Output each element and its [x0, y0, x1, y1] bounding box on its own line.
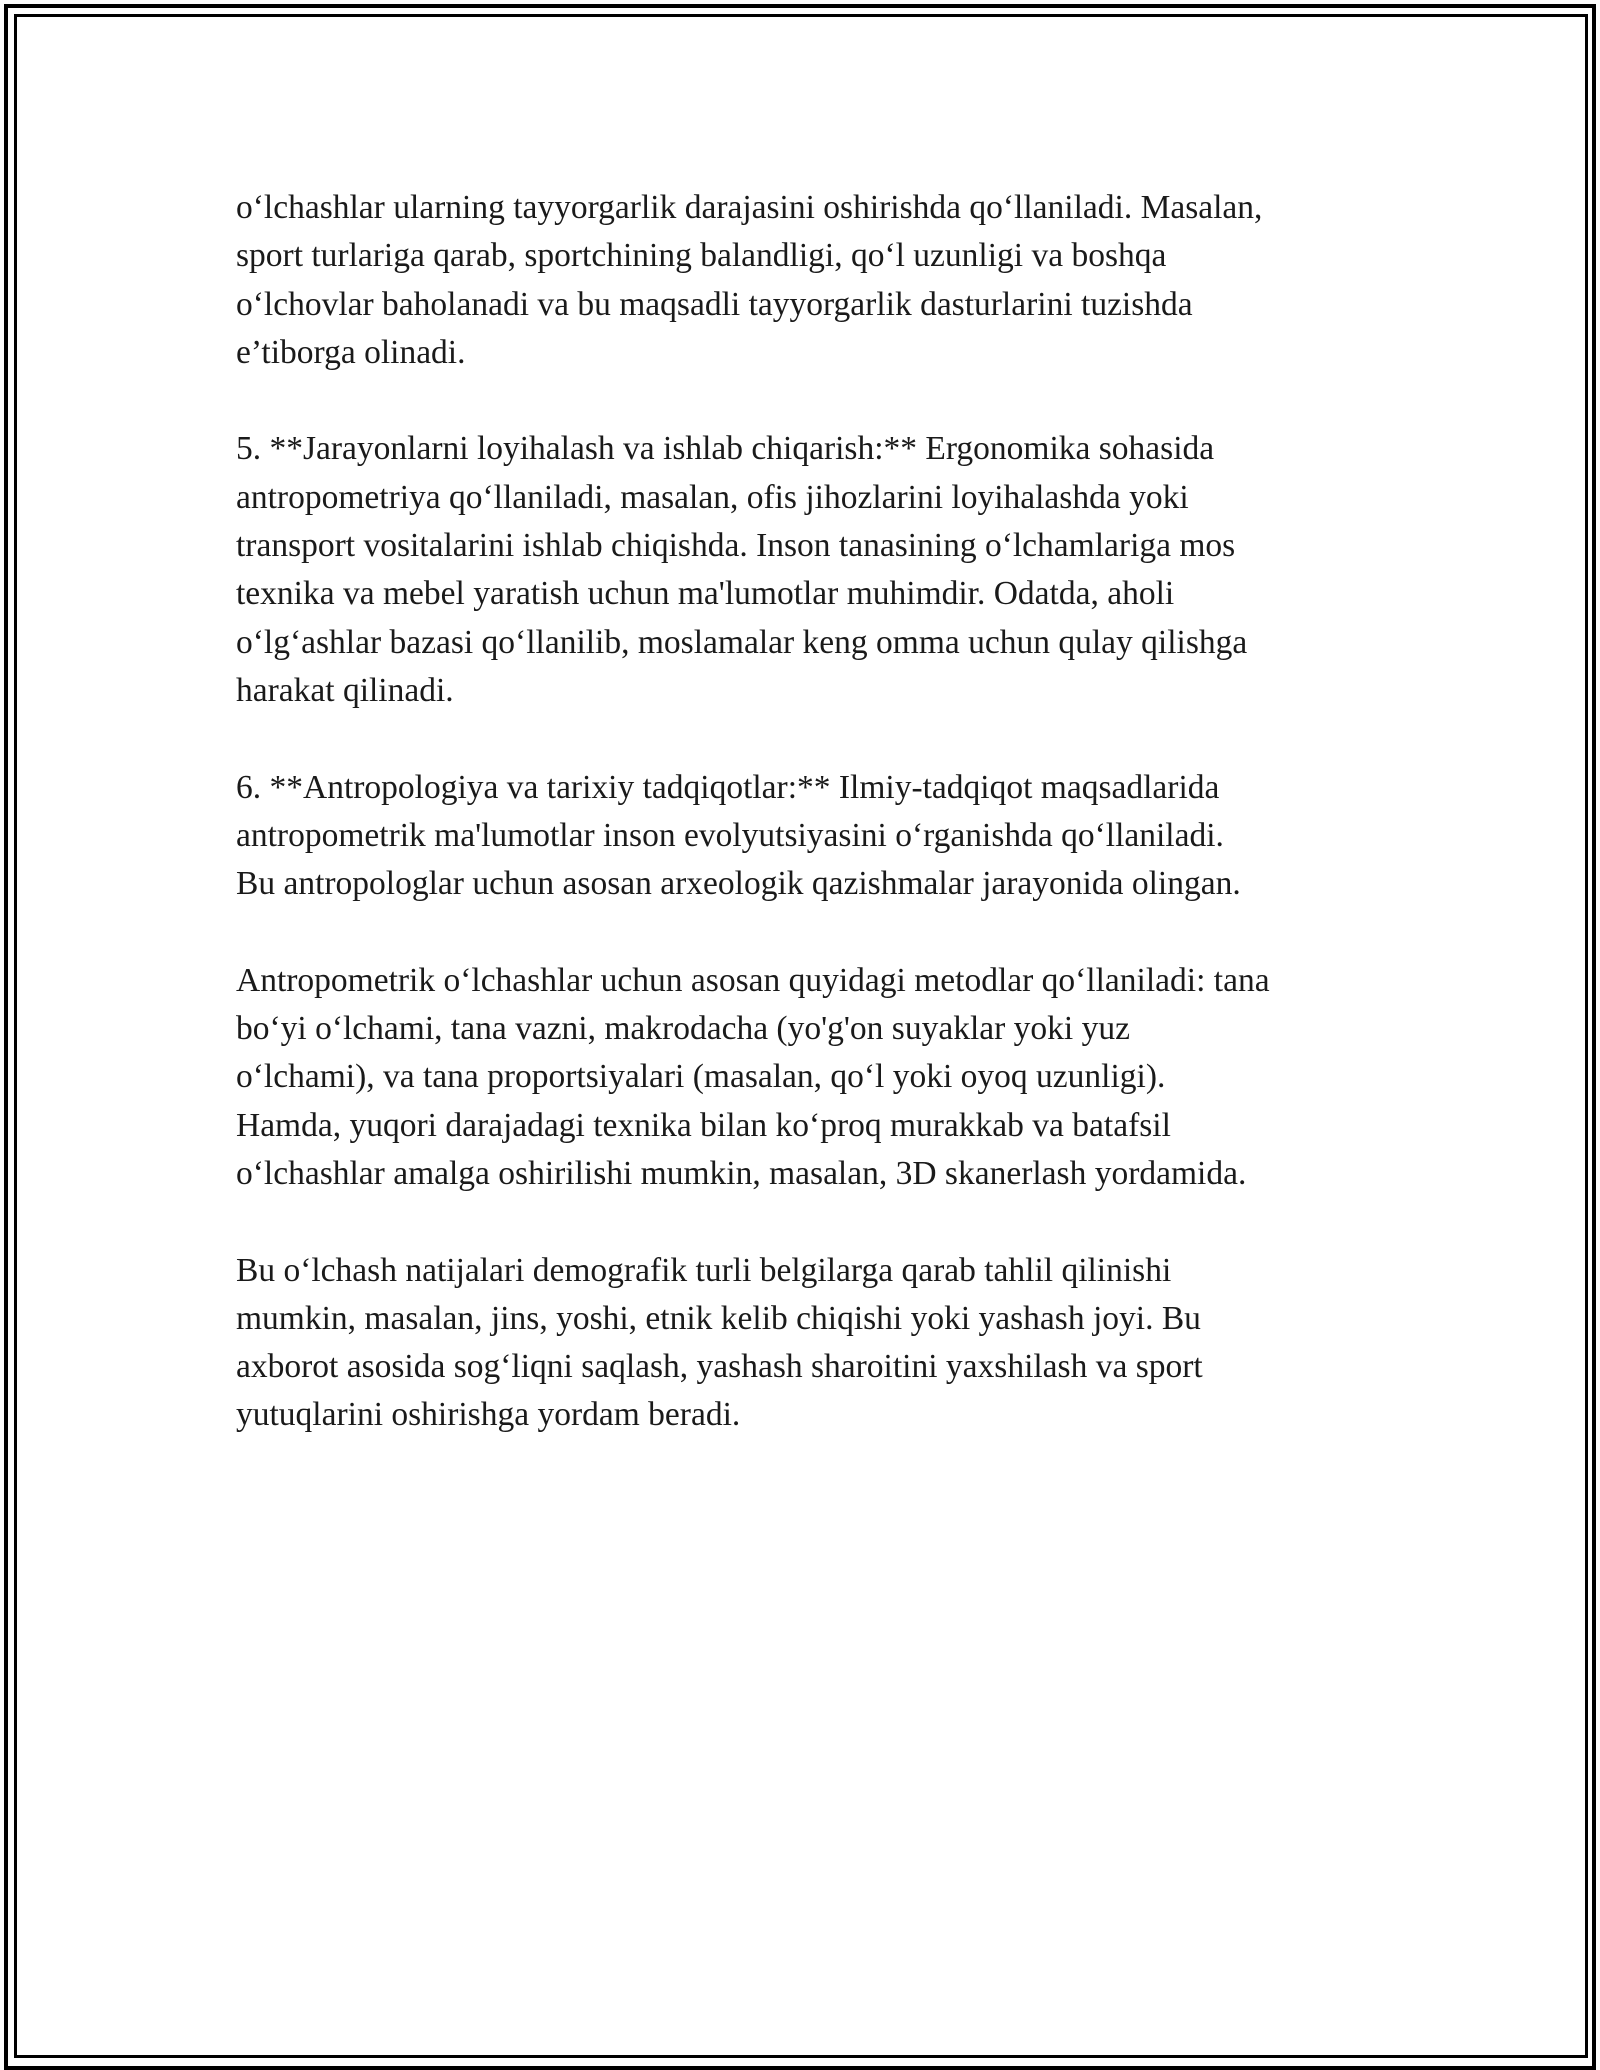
text-line: o‘lg‘ashlar bazasi qo‘llanilib, moslamalar keng omma uchun qulay qilishga [236, 623, 1248, 661]
paragraph-methods [236, 957, 1386, 1198]
text-line: Hamda, yuqori darajadagi texnika bilan ko‘proq murakkab va batafsil [236, 1106, 1171, 1144]
paragraph-sport-measurements [236, 184, 1386, 377]
document-body [236, 184, 1386, 1488]
text-line: antropometrik ma'lumotlar inson evolyutsiyasini o‘rganishda qo‘llaniladi. [236, 816, 1224, 854]
paragraph-results-analysis [236, 1247, 1386, 1440]
text-line: Bu antropologlar uchun asosan arxeologik qazishmalar jarayonida olingan. [236, 865, 1241, 903]
text-line: o‘lchashlar amalga oshirilishi mumkin, masalan, 3D skanerlash yordamida. [236, 1154, 1247, 1192]
text-line: harakat qilinadi. [236, 671, 454, 709]
text-line: antropometriya qo‘llaniladi, masalan, ofis jihozlarini loyihalashda yoki [236, 478, 1189, 516]
text-line: o‘lchashlar ularning tayyorgarlik darajasini oshirishda qo‘llaniladi. Masalan, [236, 189, 1263, 226]
text-line: transport vositalarini ishlab chiqishda. Inson tanasining o‘lchamlariga mos [236, 527, 1236, 565]
text-line: Antropometrik o‘lchashlar uchun asosan quyidagi metodlar qo‘llaniladi: tana [236, 961, 1270, 999]
text-line: yutuqlarini oshirishga yordam beradi. [236, 1396, 741, 1434]
text-line: o‘lchami), va tana proportsiyalari (masalan, qo‘l yoki oyoq uzunligi). [236, 1058, 1166, 1096]
text-line: 6. **Antropologiya va tarixiy tadqiqotlar:** Ilmiy-tadqiqot maqsadlarida [236, 768, 1220, 806]
text-line: e’tiborga olinadi. [236, 333, 466, 371]
text-line: mumkin, masalan, jins, yoshi, etnik kelib chiqishi yoki yashash joyi. Bu [236, 1299, 1201, 1337]
text-line: bo‘yi o‘lchami, tana vazni, makrodacha (yo'g'on suyaklar yoki yuz [236, 1010, 1130, 1048]
text-line: texnika va mebel yaratish uchun ma'lumotlar muhimdir. Odatda, aholi [236, 575, 1175, 613]
text-line: 5. **Jarayonlarni loyihalash va ishlab chiqarish:** Ergonomika sohasida [236, 430, 1215, 468]
paragraph-design-production [236, 425, 1386, 715]
text-line: Bu o‘lchash natijalari demografik turli belgilarga qarab tahlil qilinishi [236, 1251, 1172, 1289]
text-line: sport turlariga qarab, sportchining balandligi, qo‘l uzunligi va boshqa [236, 237, 1167, 275]
text-line: o‘lchovlar baholanadi va bu maqsadli tayyorgarlik dasturlarini tuzishda [236, 285, 1193, 323]
paragraph-anthropology-history [236, 764, 1386, 909]
text-line: axborot asosida sog‘liqni saqlash, yashash sharoitini yaxshilash va sport [236, 1348, 1203, 1386]
